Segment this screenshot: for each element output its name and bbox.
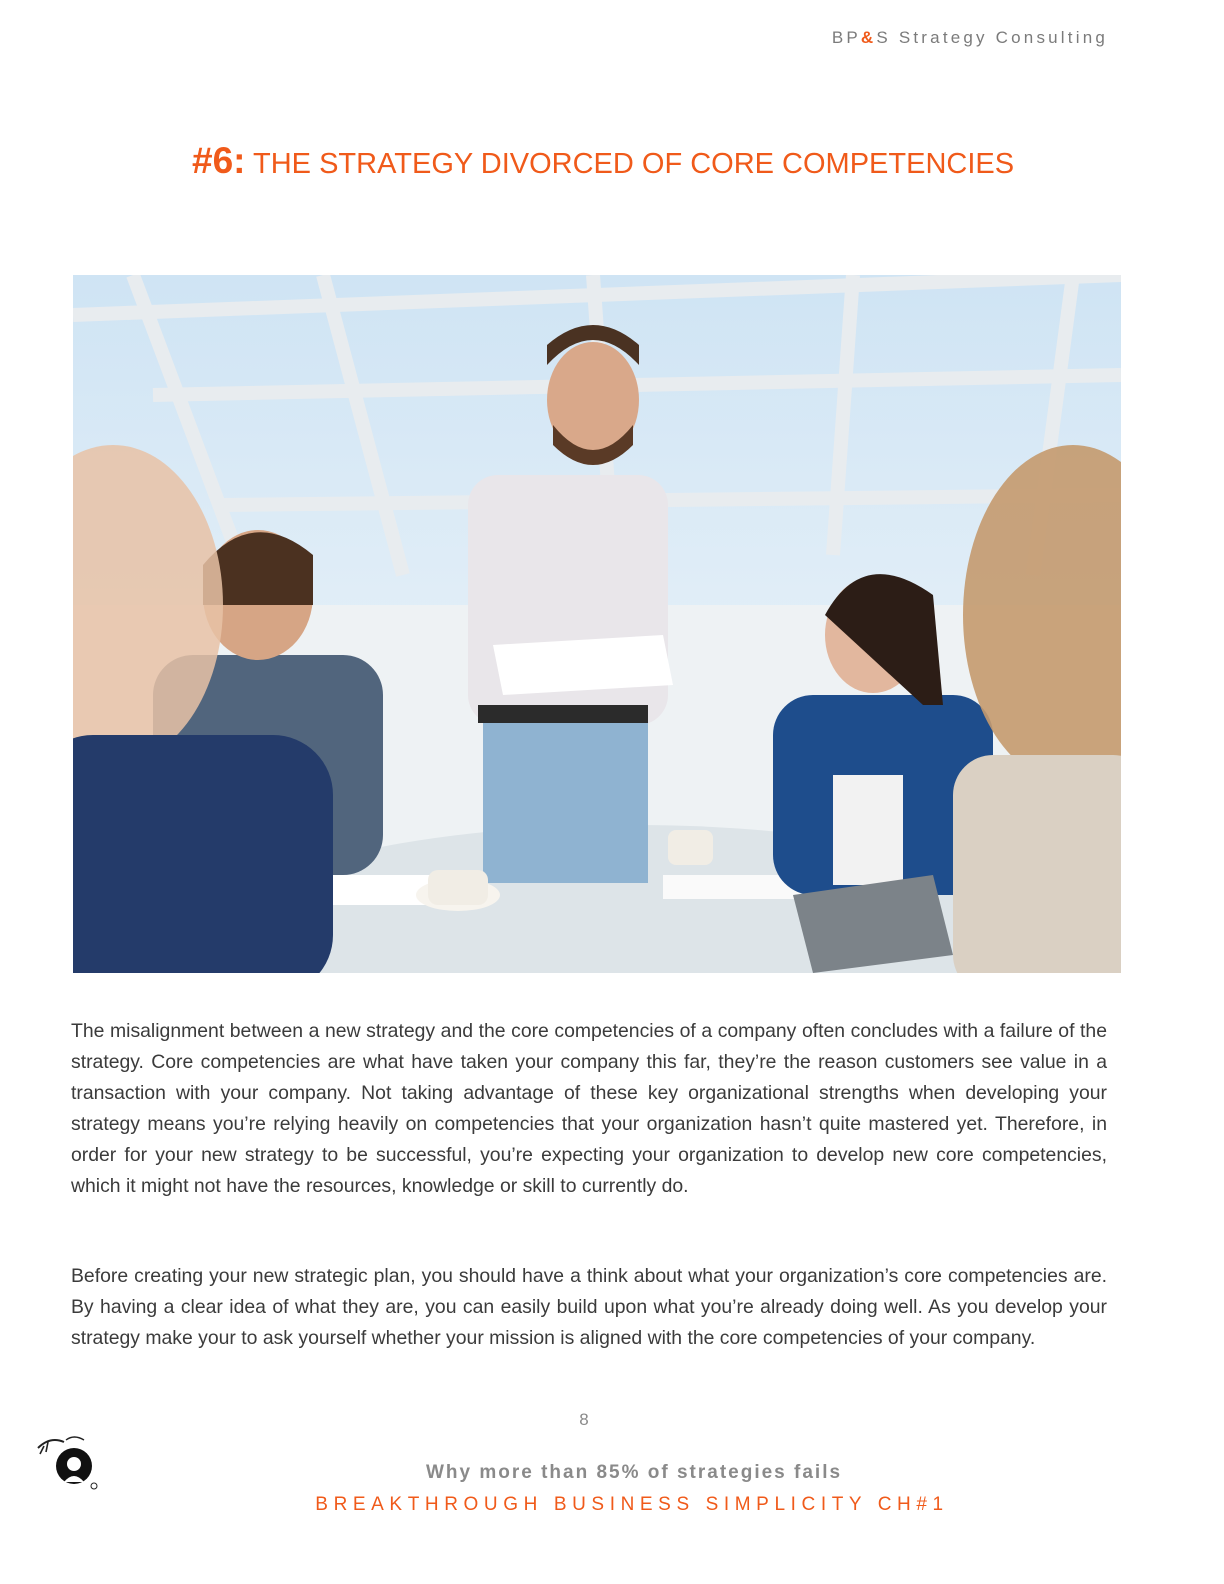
brand-ampersand: & xyxy=(860,28,877,47)
section-title xyxy=(192,140,1184,182)
body-paragraph-2: Before creating your new strategic plan, you should have a think about what your organization’s core competencies are. By having a clear idea of what they are, you can easily build upon what you’re already doing well. As you develop your strategy make your to ask yourself whether your mission is aligned with the core competencies of your company. xyxy=(71,1265,1107,1349)
meeting-photo-illustration xyxy=(73,275,1121,973)
meeting-photo xyxy=(73,275,1121,973)
brand-part-1: BP xyxy=(831,28,861,47)
brand-part-2: S Strategy Consulting xyxy=(876,28,1108,47)
page-number: 8 xyxy=(579,1410,589,1429)
footer-title: Why more than 85% of strategies fails xyxy=(425,1462,843,1483)
section-number: #6: xyxy=(192,140,246,181)
header-brand xyxy=(832,28,1108,48)
footer-subtitle: BREAKTHROUGH BUSINESS SIMPLICITY CH#1 xyxy=(315,1494,949,1515)
body-paragraph-1: The misalignment between a new strategy and the core competencies of a company often concludes with a failure of the strategy. Core competencies are what have taken your company this far, they’re the reason customers see value in a transaction with your company. Not taking advantage of these key organizational strengths when developing your strategy means you’re relying heavily on competencies that your organization hasn’t quite mastered yet. Therefore, in order for your new strategy to be successful, you’re expecting your organization to develop new core competencies, which it might not have the resources, knowledge or skill to currently do. xyxy=(71,1020,1107,1197)
section-title-text: THE STRATEGY DIVORCED OF CORE COMPETENCIES xyxy=(245,148,1015,180)
